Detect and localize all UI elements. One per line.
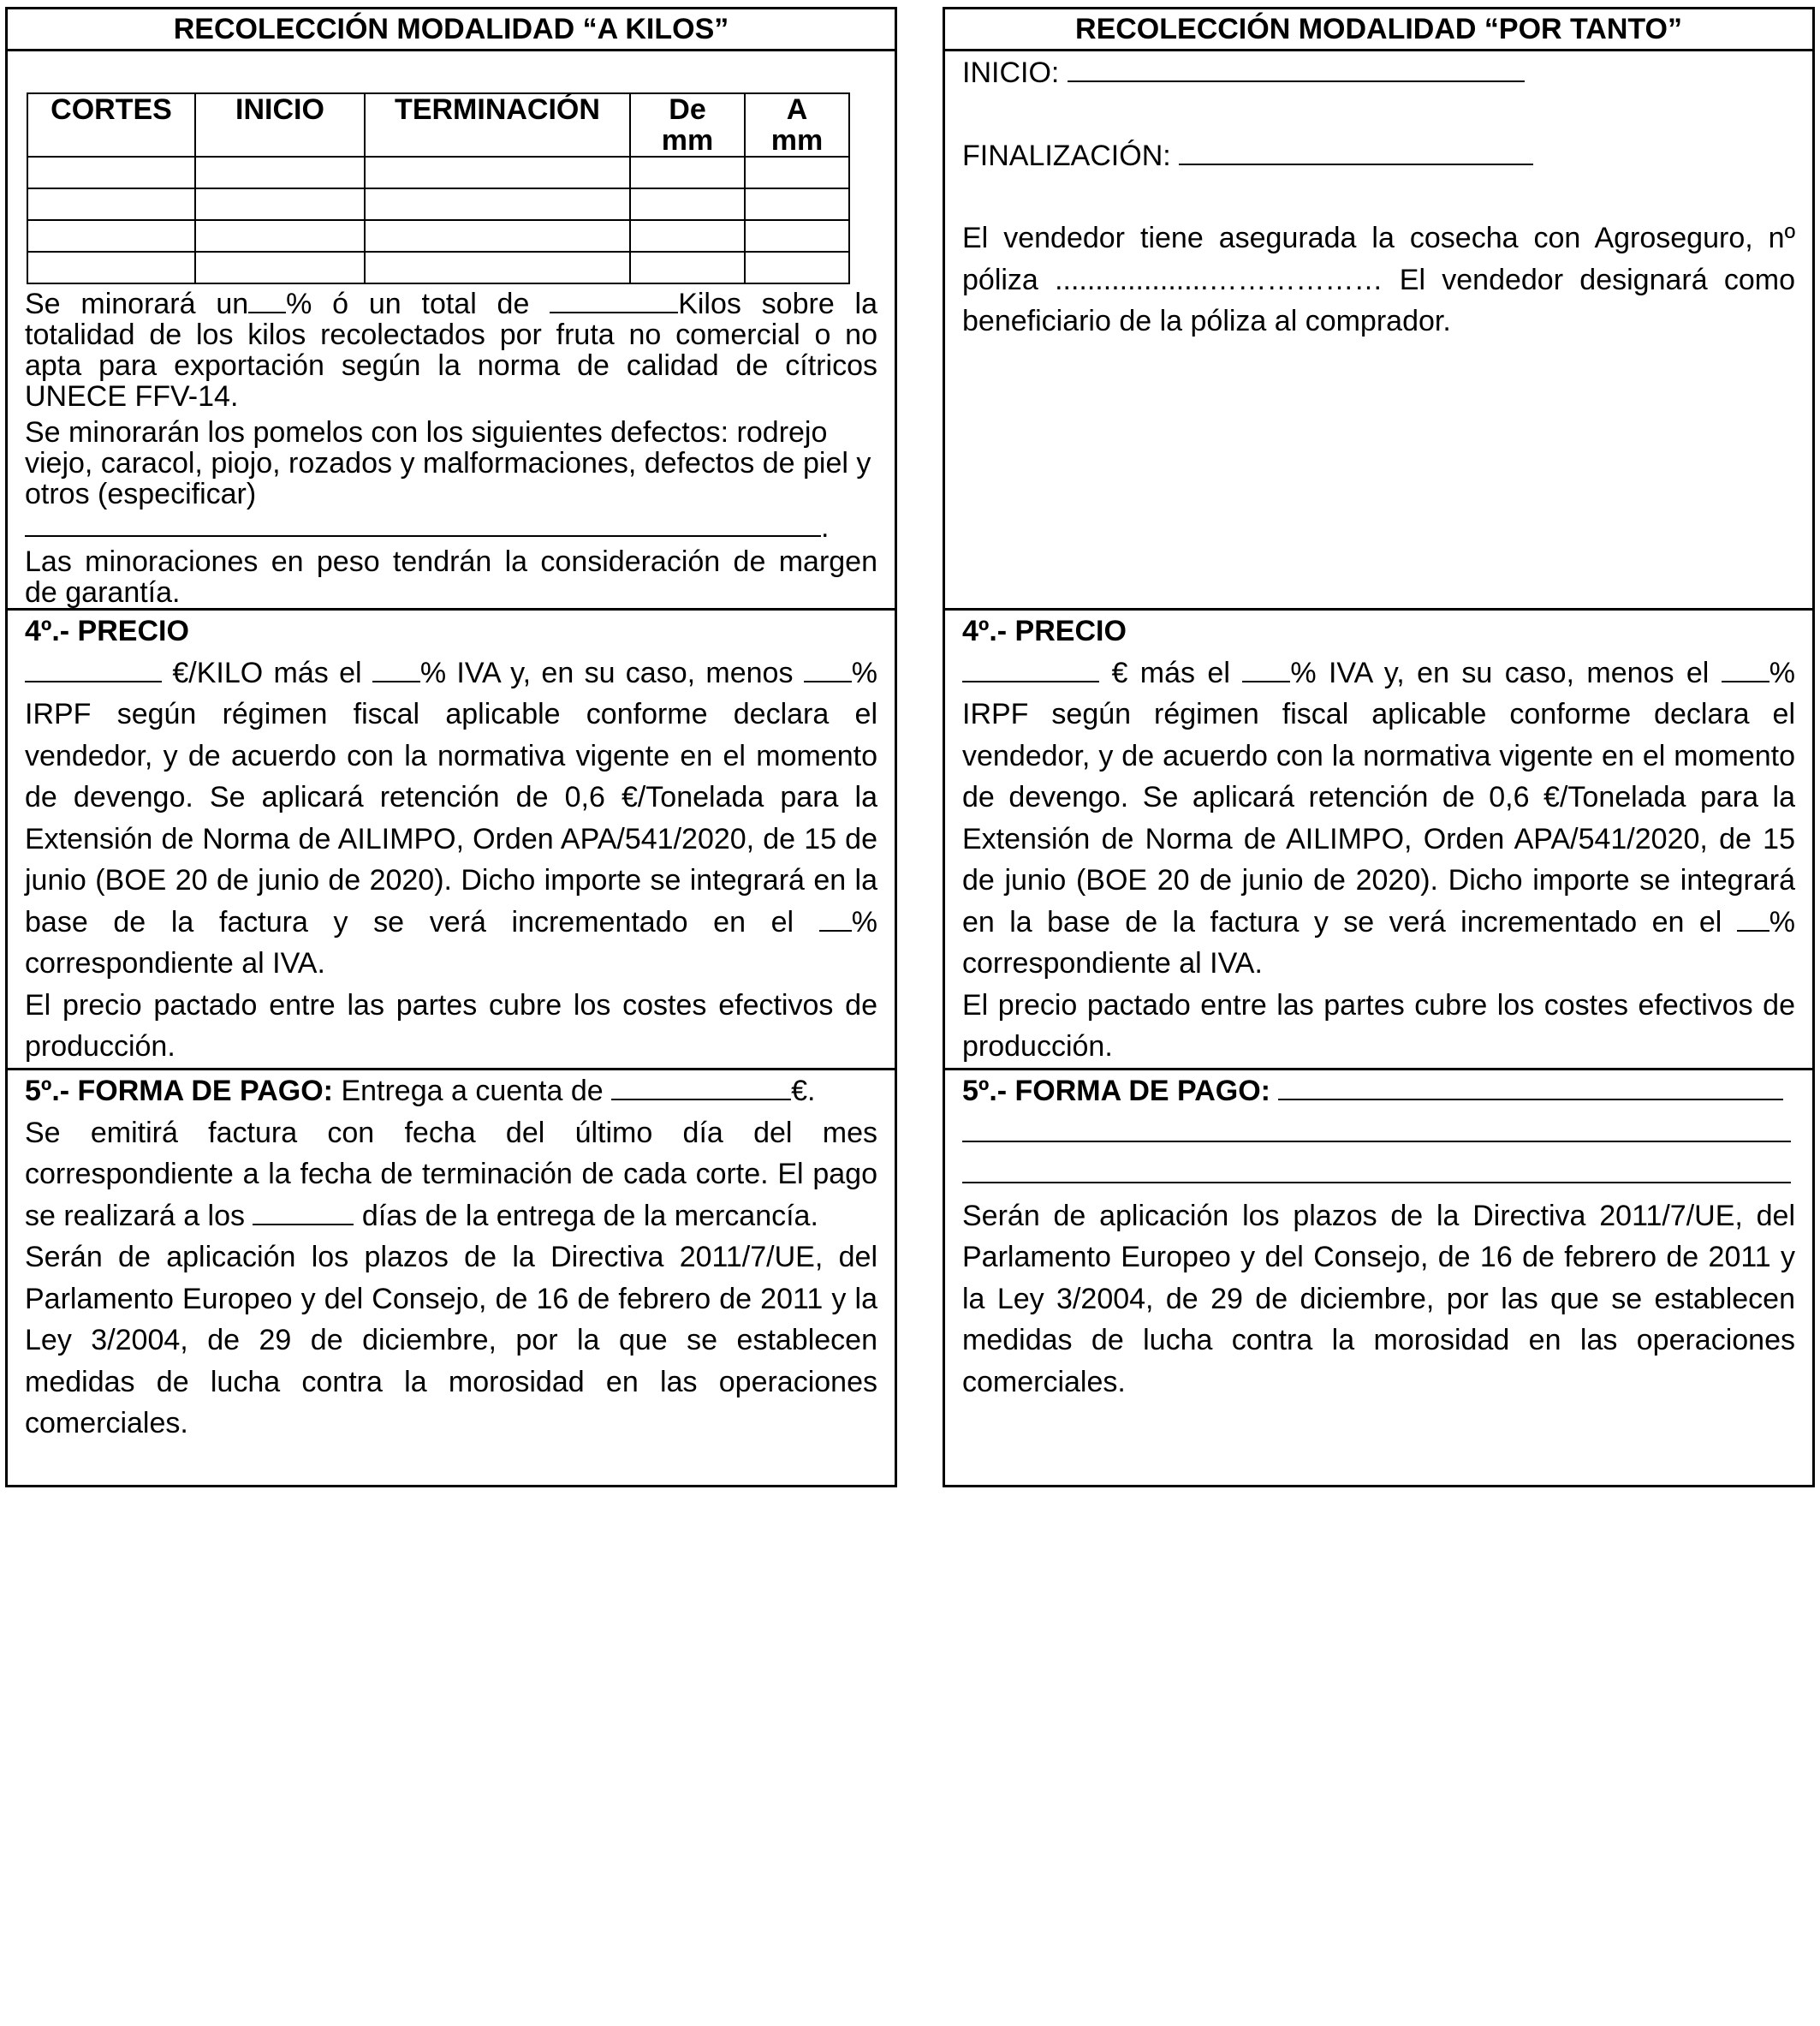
precio-text-e: El precio pactado entre las partes cubre los costes efectivos de producción. [25,988,877,1063]
table-cell[interactable] [195,188,365,220]
table-cell[interactable] [745,157,849,188]
table-cell[interactable] [745,252,849,283]
table-cell[interactable] [630,157,745,188]
minoracion-text-b: % ó un total de [286,288,530,320]
garantia-paragraph: Las minoraciones en peso tendrán la consideración de margen de garantía. [25,545,877,609]
precio-text-c: % IRPF según régimen fiscal aplicable conforme declara el vendedor, y de acuerdo con la normativa vigente en el momento de devengo. Se aplicará retención de 0,6 €/Tonelada para la Extensión de Norma de AILIMPO, Orden APA/541/2020, de 15 de junio (BOE 20 de junio de 2020). Dicho importe se integrará en la base de la factura y se verá incrementado en el [25,656,878,939]
precio-text-d: % correspondiente al IVA. [25,905,877,980]
iva2-blank[interactable] [819,904,852,932]
table-row [27,188,849,220]
price-blank-right[interactable] [962,655,1099,682]
table-cell[interactable] [27,157,195,188]
precio-text-b: % IVA y, en su caso, menos [419,656,794,689]
pomelos-text: Se minorarán los pomelos con los siguientes defectos: rodrejo viejo, caracol, piojo, rozados y malformaciones, defectos de piel y otros (especificar) [25,416,871,510]
precio-paragraph [8,611,895,1068]
defects-blank[interactable] [25,509,821,537]
pago-text-a: Entrega a cuenta de [341,1075,604,1107]
finalizacion-label: FINALIZACIÓN: [962,139,1171,172]
table-cell[interactable] [745,220,849,252]
entrega-blank[interactable] [611,1073,791,1100]
header-cortes: CORTES [27,93,195,157]
pago-paragraph [8,1070,895,1445]
inicio-line [945,52,1812,94]
finalizacion-blank[interactable] [1179,138,1533,165]
table-cell[interactable] [365,252,630,283]
table-cell[interactable] [745,188,849,220]
dias-blank[interactable] [253,1198,354,1225]
pago-text-c: Se emitirá factura con fecha del último día del mes correspondiente a la fecha de terminación de cada corte. El pago se realizará a los [25,1116,877,1232]
table-cell[interactable] [27,220,195,252]
inicio-blank[interactable] [1068,55,1525,82]
precio-paragraph-right [945,611,1812,1068]
pago-text-e: Serán de aplicación los plazos de la Directiva 2011/7/UE, del Parlamento Europeo y del Consejo, de 16 de febrero de 2011 y la Ley 3/2004, de 29 de diciembre, por la que se establecen medidas de lucha contra la morosidad en las operaciones comerciales. [25,1241,877,1439]
precio-text-c-right: % IRPF según régimen fiscal aplicable conforme declara el vendedor, y de acuerdo con la normativa vigente en el momento de devengo. Se aplicará retención de 0,6 €/Tonelada para la Extensión de Norma de AILIMPO, Orden APA/541/2020, de 15 de junio (BOE 20 de junio de 2020). Dicho importe se integrará en la base de la factura y se verá incrementado en el [962,656,1796,939]
irpf-blank-right[interactable] [1722,655,1769,682]
header-a-mm-text: A mm [770,93,824,157]
pago-heading-right: 5º.- FORMA DE PAGO: [962,1075,1270,1107]
minoracion-text-a: Se minorará un [25,288,249,320]
table-cell[interactable] [630,252,745,283]
minoracion-paragraph [8,286,895,412]
table-cell[interactable] [630,220,745,252]
finalizacion-line [945,135,1812,177]
pago-heading: 5º.- FORMA DE PAGO: [25,1075,333,1107]
precio-text-a-right: € más el [1111,656,1230,689]
pago-blank-3[interactable] [962,1156,1791,1183]
table-row [27,220,849,252]
kilos-blank[interactable] [550,286,678,313]
pago-blank-2[interactable] [962,1115,1791,1142]
iva2-blank-right[interactable] [1737,904,1769,932]
table-row [27,157,849,188]
table-cell[interactable] [365,157,630,188]
iva-blank-right[interactable] [1242,655,1290,682]
pago-text-e-right: Serán de aplicación los plazos de la Directiva 2011/7/UE, del Parlamento Europeo y del Consejo, de 16 de febrero de 2011 y la Ley 3/2004, de 29 de diciembre, por las que se establecen medidas de lucha contra la morosidad en las operaciones comerciales. [962,1199,1795,1398]
table-cell[interactable] [195,252,365,283]
iva-blank[interactable] [372,655,420,682]
table-cell[interactable] [365,188,630,220]
table-cell[interactable] [365,220,630,252]
header-inicio: INICIO [195,93,365,157]
header-terminacion: TERMINACIÓN [365,93,630,157]
inicio-label: INICIO: [962,57,1060,89]
header-de-mm-text: De mm [661,93,714,157]
table-row [27,252,849,283]
pago-paragraph-right [945,1070,1812,1403]
precio-heading: 4º.- PRECIO [25,615,189,647]
por-tanto-section [945,9,1812,611]
irpf-blank[interactable] [804,655,852,682]
header-de-mm [630,93,745,157]
precio-section [8,611,895,1070]
pomelos-end: . [821,511,830,544]
precio-heading-right: 4º.- PRECIO [962,615,1127,647]
percent-blank[interactable] [248,286,286,313]
cuts-table-header [27,93,849,157]
kilos-section [8,9,895,611]
precio-section-right [945,611,1812,1070]
precio-text-e-right: El precio pactado entre las partes cubre los costes efectivos de producción. [962,988,1795,1063]
header-a-mm [745,93,849,157]
precio-text-a: €/KILO más el [172,656,362,689]
por-tanto-title: RECOLECCIÓN MODALIDAD “POR TANTO” [945,9,1812,51]
table-cell[interactable] [195,220,365,252]
pomelos-paragraph [8,417,895,543]
kilos-column [5,7,897,1487]
pago-section-right [945,1070,1812,1485]
table-cell[interactable] [630,188,745,220]
kilos-title: RECOLECCIÓN MODALIDAD “A KILOS” [8,9,895,51]
cuts-table [27,92,850,284]
minoracion-text-c: Kilos sobre la totalidad de los kilos recolectados por fruta no comercial o no apta para exportación según la norma de calidad de cítricos UNECE FFV-14. [25,288,877,413]
pago-blank-1[interactable] [1278,1073,1783,1100]
pago-section [8,1070,895,1485]
price-blank[interactable] [25,655,162,682]
por-tanto-column [943,7,1815,1487]
precio-text-d-right: % correspondiente al IVA. [962,905,1795,980]
table-cell[interactable] [27,188,195,220]
table-cell[interactable] [195,157,365,188]
pago-text-b: €. [791,1075,816,1107]
seguro-paragraph: El vendedor tiene asegurada la cosecha con Agroseguro, nº póliza ...................……………… El vendedor designará como beneficiario de la póliza al comprador. [962,222,1795,337]
precio-text-b-right: % IVA y, en su caso, menos el [1290,656,1710,689]
table-cell[interactable] [27,252,195,283]
pago-text-d: días de la entrega de la mercancía. [361,1199,818,1232]
